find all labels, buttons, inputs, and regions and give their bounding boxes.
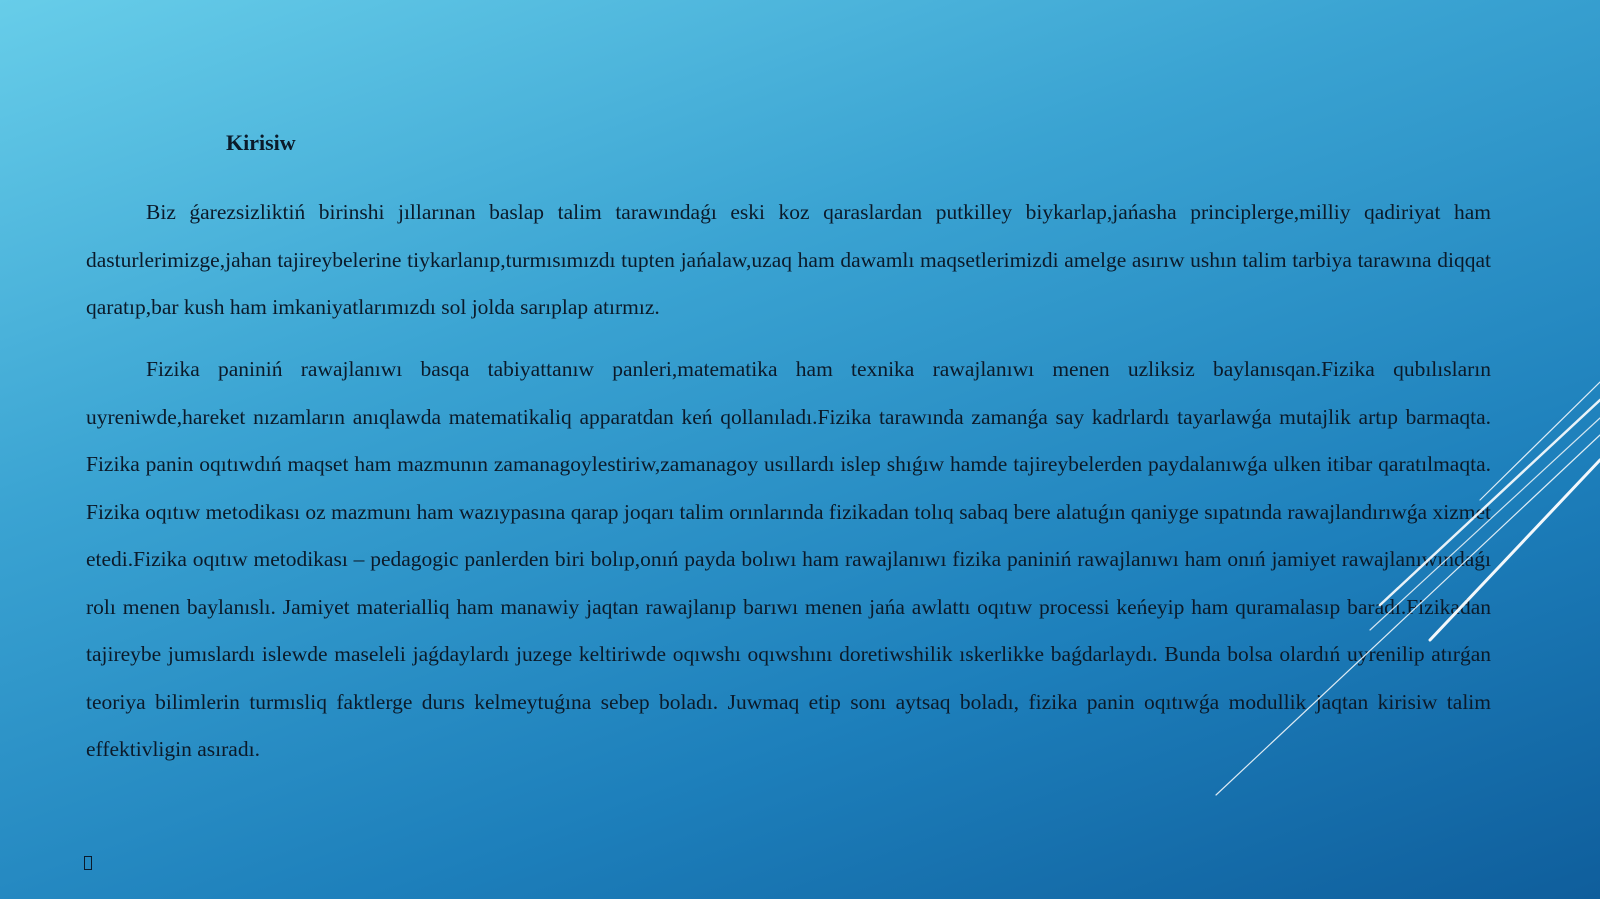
paragraph-2: Fizika paniniń rawajlanıwı basqa tabiyattanıw panleri,matematika ham texnika rawajlanıwı menen uzliksiz baylanısqan.Fizika qubılısların uyreniwde,hareket nızamların anıqlawda matematikaliq apparatdan keń qollanıladı.Fizika tarawında zamanǵa say kadrlardı tayarlawǵa mutajlik artıp barmaqta. Fizika panin oqıtıwdıń maqset ham mazmunın zamanagoylestiriw,zamanagoy usıllardı islep shıǵıw hamde tajireybelerden paydalanıwǵa ulken itibar qaratılmaqta. Fizika oqıtıw metodikası oz mazmunı ham wazıypasına qarap joqarı talim orınlarında fizikadan tolıq sabaq bere alatuǵın qaniyge sıpatında rawajlandırıwǵa xizmet etedi.Fizika oqıtıw metodikası – pedagogic panlerden biri bolıp,onıń payda bolıwı ham rawajlanıwı fizika paniniń rawajlanıwı ham onıń jamiyet rawajlanıwındaǵı rolı menen baylanıslı. Jamiyet materialliq ham manawiy jaqtan rawajlanıp barıwı menen jańa awlattı oqıtıw processi keńeyip ham quramalasıp baradı.Fizikadan tajireybe jumıslardı islewde maseleli jaǵdaylardı juzege keltiriwde oqıwshı oqıwshını doretiwshilik ıskerlikke baǵdarlaydı. Bunda bolsa olardıń uyrenilip atırǵan teoriya bilimlerin turmısliq faktlerge durıs kelmeytuǵına sebep boladı. Juwmaq etip sonı aytsaq boladı, fizika panin oqıtıwǵa modullik jaqtan kirisiw talim effektivligin asıradı. <box>86 357 1491 761</box>
slide-title: Kirisiw <box>226 130 296 155</box>
slide-number-placeholder-icon <box>84 856 92 870</box>
paragraph-1: Biz ǵarezsizliktiń birinshi jıllarınan baslap talim tarawındaǵı eski koz qaraslardan putkilley biykarlap,jańasha principlerge,milliy qadiriyat ham dasturlerimizge,jahan tajireybelerine tiykarlanıp,turmısımızdı tupten jańalaw,uzaq ham dawamlı maqsetlerimizdi amelge asırıw ushın talim tarbiya tarawına diqqat qaratıp,bar kush ham imkaniyatlarımızdı sol jolda sarıplap atırmız. <box>86 200 1491 319</box>
